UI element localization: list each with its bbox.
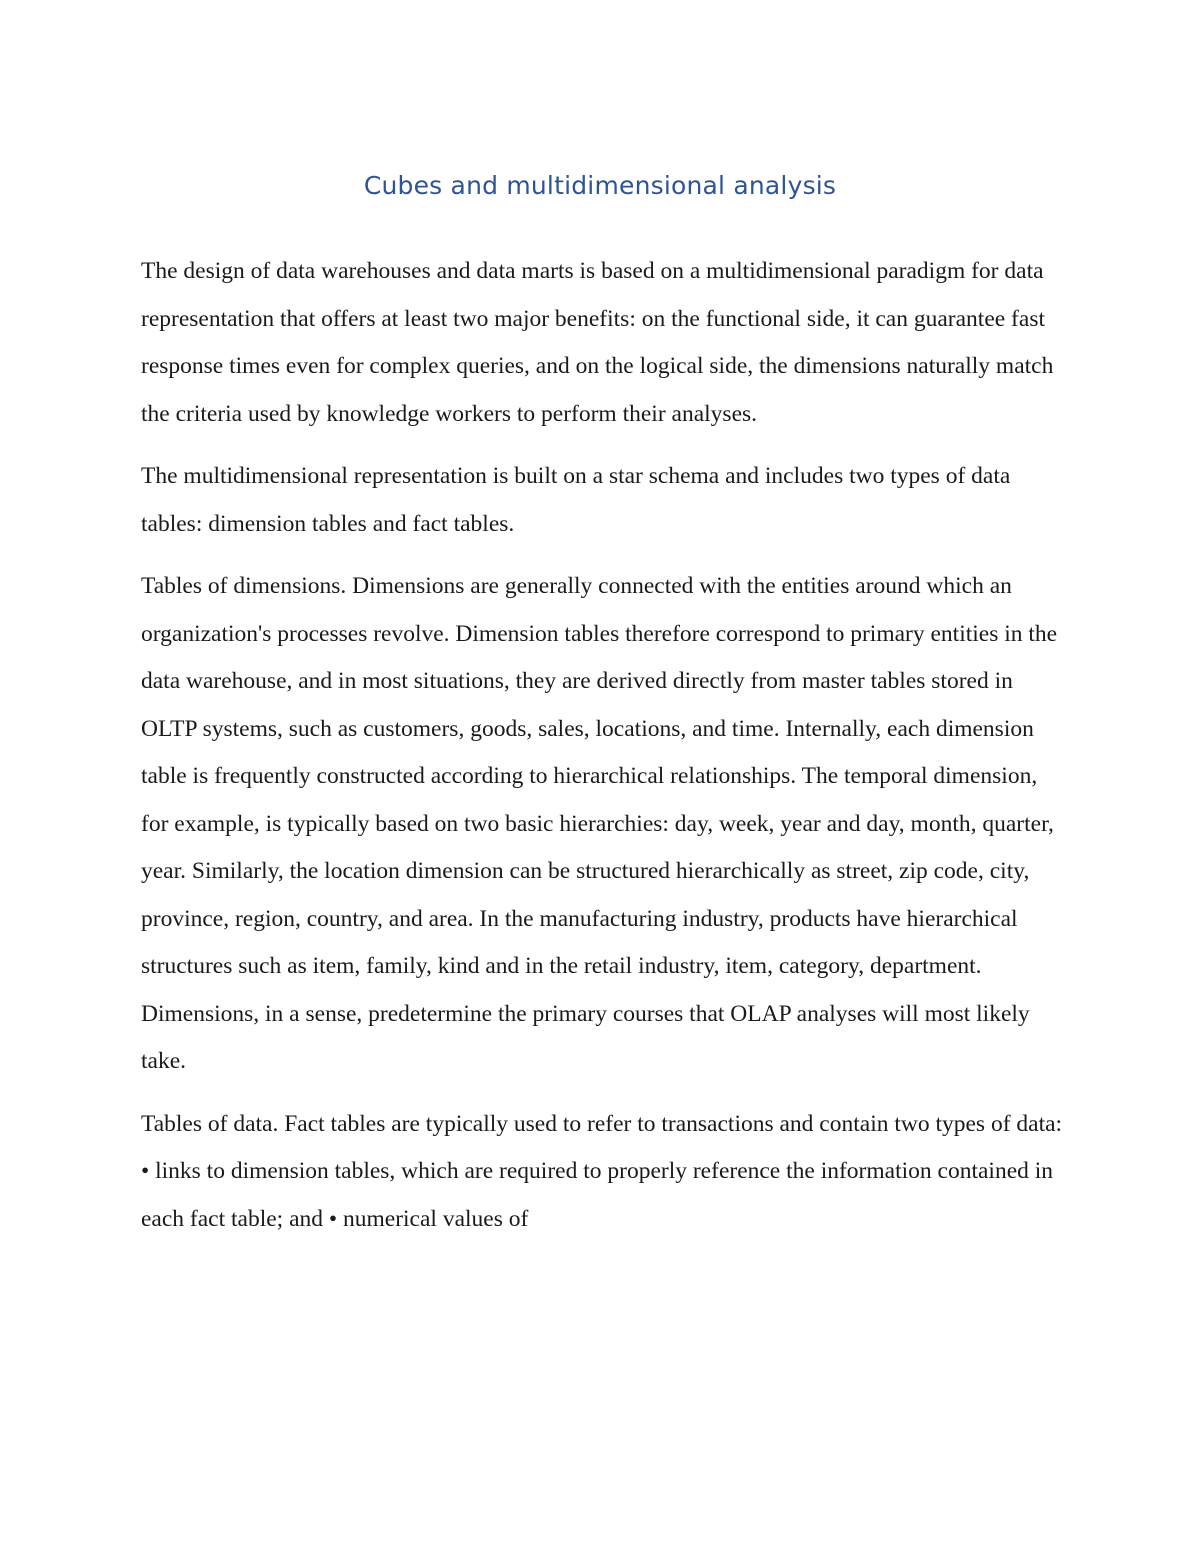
document-body	[141, 248, 1066, 1258]
paragraph-intro: The design of data warehouses and data marts is based on a multidimensional paradigm for data representation that offers at least two major benefits: on the functional side, it can guarantee fast response times even for complex queries, and on the logical side, the dimensions naturally match the criteria used by knowledge workers to perform their analyses.	[141, 258, 1054, 427]
paragraph-fact-tables: Tables of data. Fact tables are typically used to refer to transactions and contain two types of data: • links to dimension tables, which are required to properly reference the information contained in each fact table; and • numerical values of	[141, 1110, 1063, 1232]
page-title: Cubes and multidimensional analysis	[363, 171, 837, 200]
paragraph-dimension-tables: Tables of dimensions. Dimensions are generally connected with the entities around which an organization's processes revolve. Dimension tables therefore correspond to primary entities in the data warehouse, and in most situations, they are derived directly from master tables stored in OLTP systems, such as customers, goods, sales, locations, and time. Internally, each dimension table is frequently constructed according to hierarchical relationships. The temporal dimension, for example, is typically based on two basic hierarchies: day, week, year and day, month, quarter, year. Similarly, the location dimension can be structured hierarchically as street, zip code, city, province, region, country, and area. In the manufacturing industry, products have hierarchical structures such as item, family, kind and in the retail industry, item, category, department. Dimensions, in a sense, predetermine the primary courses that OLAP analyses will most likely take.	[141, 573, 1058, 1074]
paragraph-star-schema: The multidimensional representation is built on a star schema and includes two types of data tables: dimension tables and fact tables.	[141, 463, 1011, 537]
